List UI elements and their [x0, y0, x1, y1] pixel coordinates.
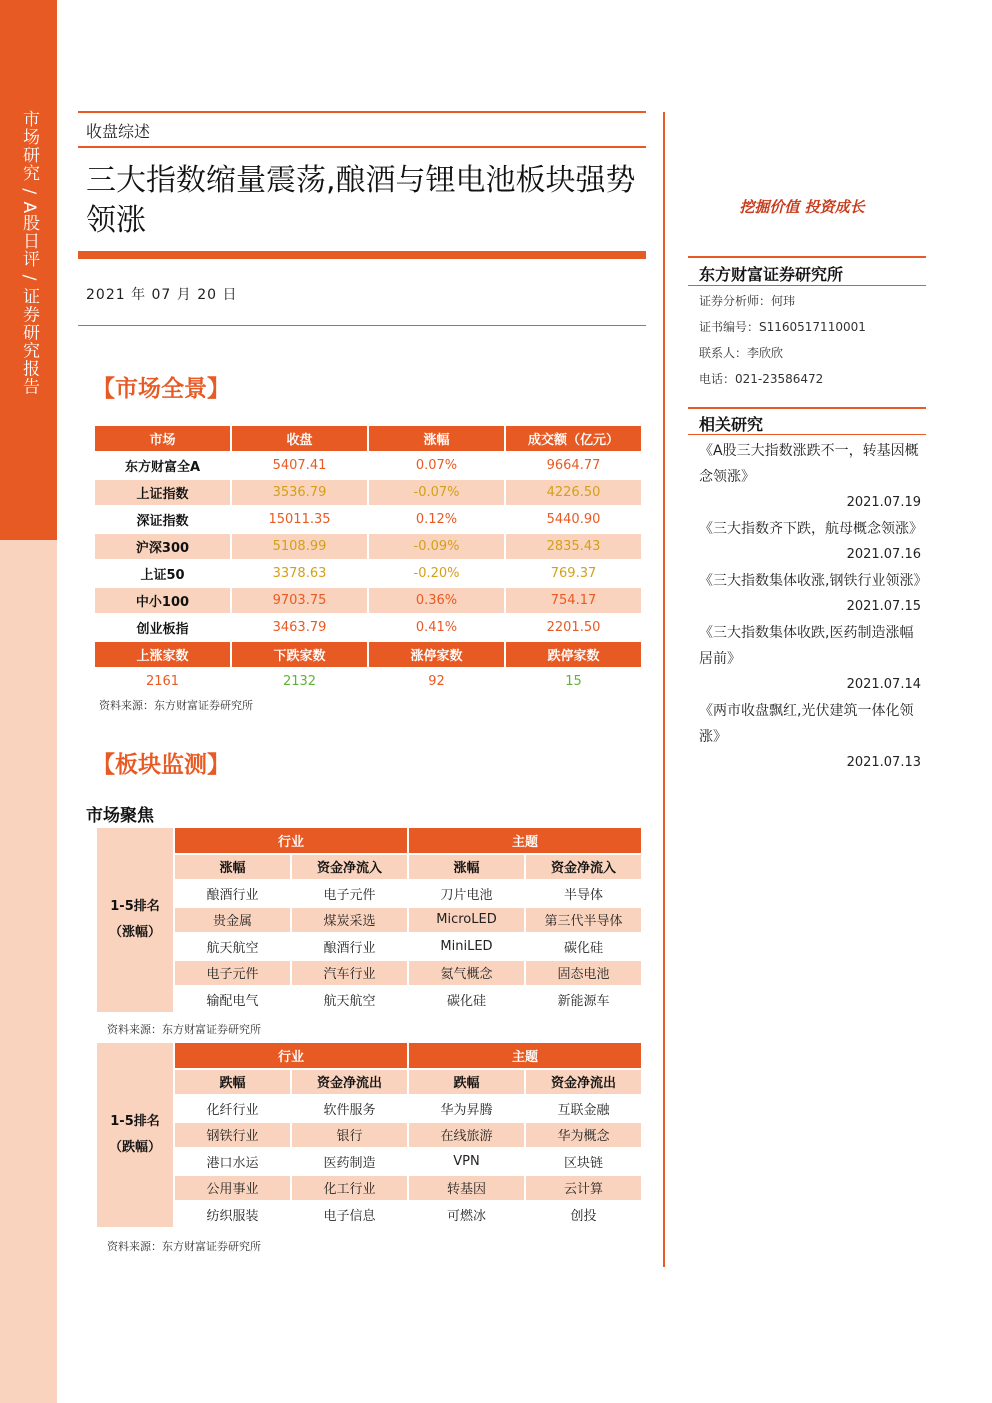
index-name: 沪深300 — [95, 534, 230, 559]
related-item[interactable]: 《三大指数集体收涨,钢铁行业领涨》 — [699, 573, 928, 589]
table-row — [95, 453, 641, 478]
sector-up-table — [95, 826, 643, 1014]
org-bottom-rule — [688, 285, 926, 286]
related-date: 2021.07.15 — [846, 599, 921, 614]
analyst-name: 证券分析师：何玮 — [699, 294, 796, 308]
sector-cell: 碳化硅 — [563, 940, 603, 956]
table-row — [97, 987, 641, 1012]
index-name: 中小100 — [95, 588, 230, 613]
col-header: 资金净流出 — [292, 1070, 407, 1095]
sector-cell: 医药制造 — [323, 1155, 376, 1171]
close-value: 3378.63 — [272, 566, 327, 581]
change-value: 0.41% — [415, 620, 458, 635]
close-value: 3463.79 — [272, 620, 327, 635]
sector-cell: 刀片电池 — [440, 887, 493, 903]
sector-cell: 汽车行业 — [292, 961, 407, 986]
change-value: -0.09% — [369, 534, 504, 559]
count-header: 上涨家数 — [95, 642, 230, 667]
close-value: 5407.41 — [272, 458, 327, 473]
index-name: 创业板指 — [136, 622, 189, 637]
sector-down-table — [95, 1041, 643, 1229]
market-heading: 【市场全景】 — [92, 375, 230, 402]
related-top-rule — [688, 407, 926, 409]
advancers-count: 2161 — [145, 674, 180, 689]
sector-cell: 碳化硅 — [446, 993, 486, 1009]
sector-cell: 化纤行业 — [206, 1102, 259, 1118]
group-theme: 主题 — [409, 828, 641, 853]
col-header: 资金净流入 — [292, 855, 407, 880]
table-row — [97, 1123, 641, 1148]
sector-subheading: 市场聚焦 — [86, 806, 154, 826]
sector-cell: 酿酒行业 — [323, 940, 376, 956]
sector-cell: 电子元件 — [323, 887, 376, 903]
group-industry: 行业 — [175, 828, 407, 853]
sector-cell: 在线旅游 — [409, 1123, 524, 1148]
table-row — [95, 480, 641, 505]
group-industry: 行业 — [175, 1043, 407, 1068]
header-top-rule — [78, 111, 646, 113]
org-top-rule — [688, 256, 926, 258]
sector-cell: 煤炭采选 — [292, 908, 407, 933]
index-name: 上证50 — [140, 568, 185, 583]
sector-cell: 输配电气 — [206, 993, 259, 1009]
table-row — [97, 961, 641, 986]
related-date: 2021.07.19 — [846, 495, 921, 510]
related-item[interactable]: 《A股三大指数涨跌不一，转基因概念领涨》 — [699, 443, 919, 485]
sector-heading: 【板块监测】 — [92, 751, 230, 778]
report-date: 2021 年 07 月 20 日 — [86, 287, 238, 303]
related-date: 2021.07.14 — [846, 677, 921, 692]
sector-cell: 航天航空 — [323, 993, 376, 1009]
count-header: 涨停家数 — [369, 642, 504, 667]
sidebar-label: 市场研究 / A股日评 / 证券研究报告 — [19, 110, 39, 396]
table-row — [97, 1176, 641, 1201]
sector-cell: 华为昇腾 — [440, 1102, 493, 1118]
index-name: 深证指数 — [136, 514, 189, 529]
source-note: 资料来源：东方财富证券研究所 — [99, 699, 253, 712]
change-value: -0.20% — [413, 566, 460, 581]
count-header-row — [95, 642, 641, 667]
sector-cell: 银行 — [292, 1123, 407, 1148]
sector-cell: 钢铁行业 — [175, 1123, 290, 1148]
change-value: 0.36% — [369, 588, 504, 613]
count-header: 下跌家数 — [232, 642, 367, 667]
sector-cell: MiniLED — [440, 938, 493, 954]
turnover-value: 5440.90 — [546, 512, 601, 527]
col-header: 资金净流入 — [526, 855, 641, 880]
rank-label-text: 1-5排名 （涨幅） — [108, 898, 161, 940]
sector-cell: 软件服务 — [323, 1102, 376, 1118]
count-header: 跌停家数 — [506, 642, 641, 667]
org-name: 东方财富证券研究所 — [699, 265, 844, 284]
column-divider — [663, 112, 665, 1267]
sector-cell: 可燃冰 — [446, 1208, 486, 1224]
table-row — [97, 1149, 641, 1174]
rank-label — [97, 1043, 173, 1227]
slogan: 挖掘价值 投资成长 — [739, 198, 865, 216]
group-theme: 主题 — [409, 1043, 641, 1068]
sector-cell: 电子元件 — [175, 961, 290, 986]
related-research-title: 相关研究 — [699, 415, 764, 434]
sector-cell: 酿酒行业 — [206, 887, 259, 903]
sector-cell: 固态电池 — [526, 961, 641, 986]
col-header: 涨幅 — [369, 426, 504, 451]
col-header: 市场 — [95, 426, 230, 451]
col-header: 涨幅 — [175, 855, 290, 880]
turnover-value: 2835.43 — [506, 534, 641, 559]
rank-label — [97, 828, 173, 1012]
related-bottom-rule — [688, 434, 926, 435]
decliners-count: 2132 — [282, 674, 317, 689]
index-name: 上证指数 — [95, 480, 230, 505]
table-row — [95, 561, 641, 586]
sector-cell: 电子信息 — [323, 1208, 376, 1224]
related-item[interactable]: 《三大指数集体收跌,医药制造涨幅居前》 — [699, 625, 914, 667]
table-row — [97, 1202, 641, 1227]
title-underline-bar — [78, 251, 646, 259]
table-row — [95, 615, 641, 640]
sector-cell: 氦气概念 — [409, 961, 524, 986]
related-research-list — [699, 438, 928, 776]
section-tag: 收盘综述 — [86, 122, 151, 141]
related-item[interactable]: 《三大指数齐下跌，航母概念领涨》 — [699, 521, 923, 537]
sector-cell: 新能源车 — [557, 993, 610, 1009]
table-row — [97, 1096, 641, 1121]
header-mid-rule — [78, 146, 646, 148]
market-header-row — [95, 426, 641, 451]
sector-cell: 贵金属 — [175, 908, 290, 933]
contact-name: 联系人：李欣欣 — [699, 346, 784, 360]
rank-label-text: 1-5排名 （跌幅） — [108, 1113, 161, 1155]
turnover-value: 754.17 — [506, 588, 641, 613]
date-rule — [78, 325, 646, 326]
col-header: 成交额（亿元） — [506, 426, 641, 451]
sector-cell: 公用事业 — [175, 1176, 290, 1201]
related-date: 2021.07.13 — [846, 755, 921, 770]
col-header: 涨幅 — [409, 855, 524, 880]
related-item[interactable]: 《两市收盘飘红,光伏建筑一体化领涨》 — [699, 703, 914, 745]
related-date: 2021.07.16 — [846, 547, 921, 562]
limit-down-count: 15 — [565, 674, 582, 689]
col-header: 收盘 — [232, 426, 367, 451]
sector-cell: 港口水运 — [206, 1155, 259, 1171]
col-header: 跌幅 — [409, 1070, 524, 1095]
limit-up-count: 92 — [428, 674, 445, 689]
turnover-value: 2201.50 — [546, 620, 601, 635]
source-note: 资料来源：东方财富证券研究所 — [107, 1023, 261, 1036]
turnover-value: 769.37 — [550, 566, 597, 581]
close-value: 3536.79 — [232, 480, 367, 505]
index-name: 东方财富全A — [124, 460, 201, 475]
table-row — [97, 881, 641, 906]
close-value: 15011.35 — [268, 512, 331, 527]
sector-cell: 航天航空 — [206, 940, 259, 956]
sector-cell: 创投 — [570, 1208, 597, 1224]
source-note: 资料来源：东方财富证券研究所 — [107, 1240, 261, 1253]
sector-cell: 互联金融 — [557, 1102, 610, 1118]
col-header: 资金净流出 — [526, 1070, 641, 1095]
sector-cell: 半导体 — [563, 887, 603, 903]
turnover-value: 4226.50 — [506, 480, 641, 505]
sector-cell: VPN — [453, 1153, 480, 1169]
sector-cell: 第三代半导体 — [526, 908, 641, 933]
count-row — [95, 669, 641, 694]
close-value: 5108.99 — [232, 534, 367, 559]
market-table — [93, 424, 643, 696]
turnover-value: 9664.77 — [546, 458, 601, 473]
sector-cell: 化工行业 — [292, 1176, 407, 1201]
table-row — [97, 908, 641, 933]
sector-cell: 华为概念 — [526, 1123, 641, 1148]
page-title: 三大指数缩量震荡,酿酒与锂电池板块强势领涨 — [86, 163, 636, 238]
table-row — [95, 588, 641, 613]
sector-cell: 转基因 — [409, 1176, 524, 1201]
close-value: 9703.75 — [232, 588, 367, 613]
sector-cell: 纺织服装 — [206, 1208, 259, 1224]
col-header: 跌幅 — [175, 1070, 290, 1095]
change-value: 0.07% — [415, 458, 458, 473]
sidebar-band-bottom — [0, 540, 57, 1403]
table-row — [95, 534, 641, 559]
cert-number: 证书编号：S1160517110001 — [699, 320, 866, 334]
change-value: -0.07% — [369, 480, 504, 505]
sector-cell: 区块链 — [563, 1155, 603, 1171]
table-row — [97, 934, 641, 959]
sector-cell: 云计算 — [526, 1176, 641, 1201]
sector-cell: MicroLED — [409, 908, 524, 933]
table-row — [95, 507, 641, 532]
phone-number: 电话：021-23586472 — [699, 372, 824, 386]
change-value: 0.12% — [415, 512, 458, 527]
